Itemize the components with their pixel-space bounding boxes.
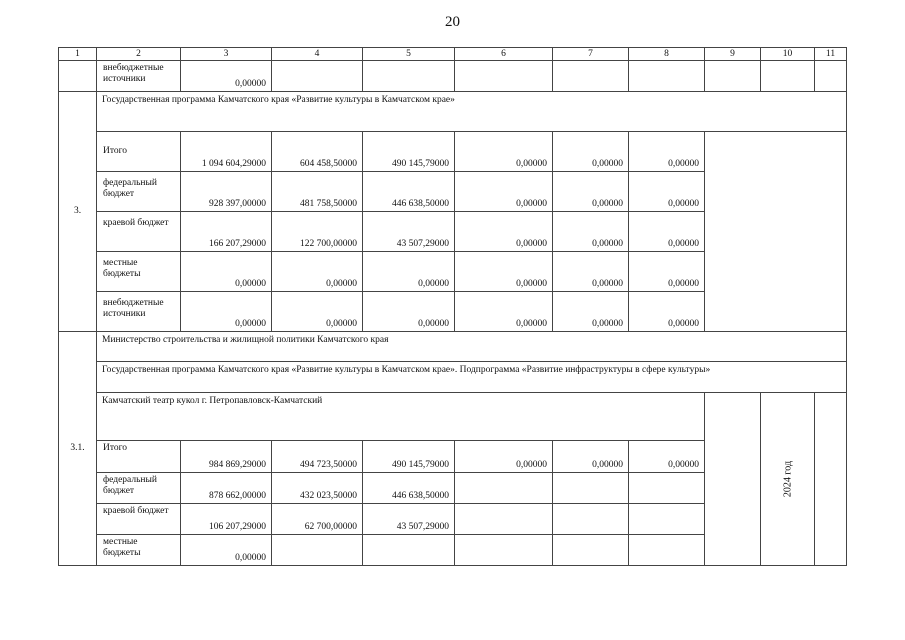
col-header-2: 2 (97, 48, 181, 61)
value-cell: 481 758,50000 (272, 172, 363, 212)
value-cell: 0,00000 (455, 252, 553, 292)
col-header-5: 5 (363, 48, 455, 61)
col-header-10: 10 (761, 48, 815, 61)
ministry-title: Министерство строительства и жилищной политики Камчатского края (97, 332, 847, 362)
value-cell: 106 207,29000 (181, 504, 272, 535)
subprogram-title: Государственная программа Камчатского края «Развитие культуры в Камчатском крае». Подпрограмма «Развитие инфраструктуры в сфере культуры» (97, 362, 847, 393)
column-number-row (59, 48, 847, 61)
row-label: Итого (97, 132, 181, 172)
table-row (59, 61, 847, 92)
value-cell (455, 504, 553, 535)
program-title: Государственная программа Камчатского края «Развитие культуры в Камчатском крае» (97, 92, 847, 132)
col-header-4: 4 (272, 48, 363, 61)
table-row (59, 132, 847, 172)
section-number: 3. (59, 92, 97, 332)
object-title: Камчатский театр кукол г. Петропавловск-Камчатский (97, 393, 705, 441)
value-cell: 0,00000 (629, 441, 705, 473)
section-title-row (59, 362, 847, 393)
value-cell: 0,00000 (455, 441, 553, 473)
value-cell: 446 638,50000 (363, 172, 455, 212)
section-number: 3.1. (59, 332, 97, 566)
value-cell: 166 207,29000 (181, 212, 272, 252)
value-cell: 0,00000 (181, 292, 272, 332)
value-cell: 62 700,00000 (272, 504, 363, 535)
section-title-row (59, 332, 847, 362)
value-cell: 0,00000 (629, 252, 705, 292)
value-cell: 43 507,29000 (363, 504, 455, 535)
value-cell: 0,00000 (181, 252, 272, 292)
value-cell: 446 638,50000 (363, 473, 455, 504)
value-cell: 0,00000 (629, 292, 705, 332)
page-number: 20 (445, 14, 460, 30)
value-cell: 0,00000 (363, 292, 455, 332)
row-label: внебюджетные источники (97, 292, 181, 332)
col-header-3: 3 (181, 48, 272, 61)
row-label: Итого (97, 441, 181, 473)
year-cell (761, 393, 815, 566)
value-cell: 0,00000 (455, 172, 553, 212)
value-cell: 432 023,50000 (272, 473, 363, 504)
value-cell: 0,00000 (272, 252, 363, 292)
value-cell: 0,00000 (181, 61, 272, 92)
section-title-row (59, 92, 847, 132)
value-cell: 0,00000 (181, 535, 272, 566)
col-header-8: 8 (629, 48, 705, 61)
value-cell (629, 473, 705, 504)
value-cell: 490 145,79000 (363, 441, 455, 473)
value-cell: 0,00000 (629, 132, 705, 172)
value-cell: 0,00000 (455, 292, 553, 332)
section-title-row (59, 393, 847, 441)
value-cell (553, 473, 629, 504)
row-label: федеральный бюджет (97, 473, 181, 504)
value-cell: 122 700,00000 (272, 212, 363, 252)
value-cell (629, 535, 705, 566)
value-cell: 0,00000 (553, 212, 629, 252)
value-cell: 43 507,29000 (363, 212, 455, 252)
value-cell: 0,00000 (553, 132, 629, 172)
value-cell: 0,00000 (629, 212, 705, 252)
value-cell: 0,00000 (455, 212, 553, 252)
value-cell: 0,00000 (553, 441, 629, 473)
value-cell: 0,00000 (272, 292, 363, 332)
value-cell: 0,00000 (363, 252, 455, 292)
value-cell: 494 723,50000 (272, 441, 363, 473)
row-label: краевой бюджет (97, 212, 181, 252)
value-cell: 604 458,50000 (272, 132, 363, 172)
value-cell: 1 094 604,29000 (181, 132, 272, 172)
row-label: краевой бюджет (97, 504, 181, 535)
year-label: 2024 год (782, 460, 793, 498)
value-cell (553, 504, 629, 535)
row-label: местные бюджеты (97, 535, 181, 566)
col-header-9: 9 (705, 48, 761, 61)
value-cell (629, 504, 705, 535)
value-cell (363, 535, 455, 566)
value-cell: 490 145,79000 (363, 132, 455, 172)
value-cell (553, 535, 629, 566)
value-cell: 984 869,29000 (181, 441, 272, 473)
value-cell: 0,00000 (455, 132, 553, 172)
value-cell (272, 535, 363, 566)
row-label: местные бюджеты (97, 252, 181, 292)
value-cell: 0,00000 (553, 172, 629, 212)
value-cell: 878 662,00000 (181, 473, 272, 504)
col-header-1: 1 (59, 48, 97, 61)
col-header-11: 11 (815, 48, 847, 61)
value-cell (455, 535, 553, 566)
value-cell: 0,00000 (553, 252, 629, 292)
value-cell: 0,00000 (629, 172, 705, 212)
budget-table (58, 47, 846, 566)
col-header-7: 7 (553, 48, 629, 61)
col-header-6: 6 (455, 48, 553, 61)
value-cell: 928 397,00000 (181, 172, 272, 212)
row-label: федеральный бюджет (97, 172, 181, 212)
value-cell (455, 473, 553, 504)
value-cell: 0,00000 (553, 292, 629, 332)
row-label: внебюджетные источники (97, 61, 181, 92)
